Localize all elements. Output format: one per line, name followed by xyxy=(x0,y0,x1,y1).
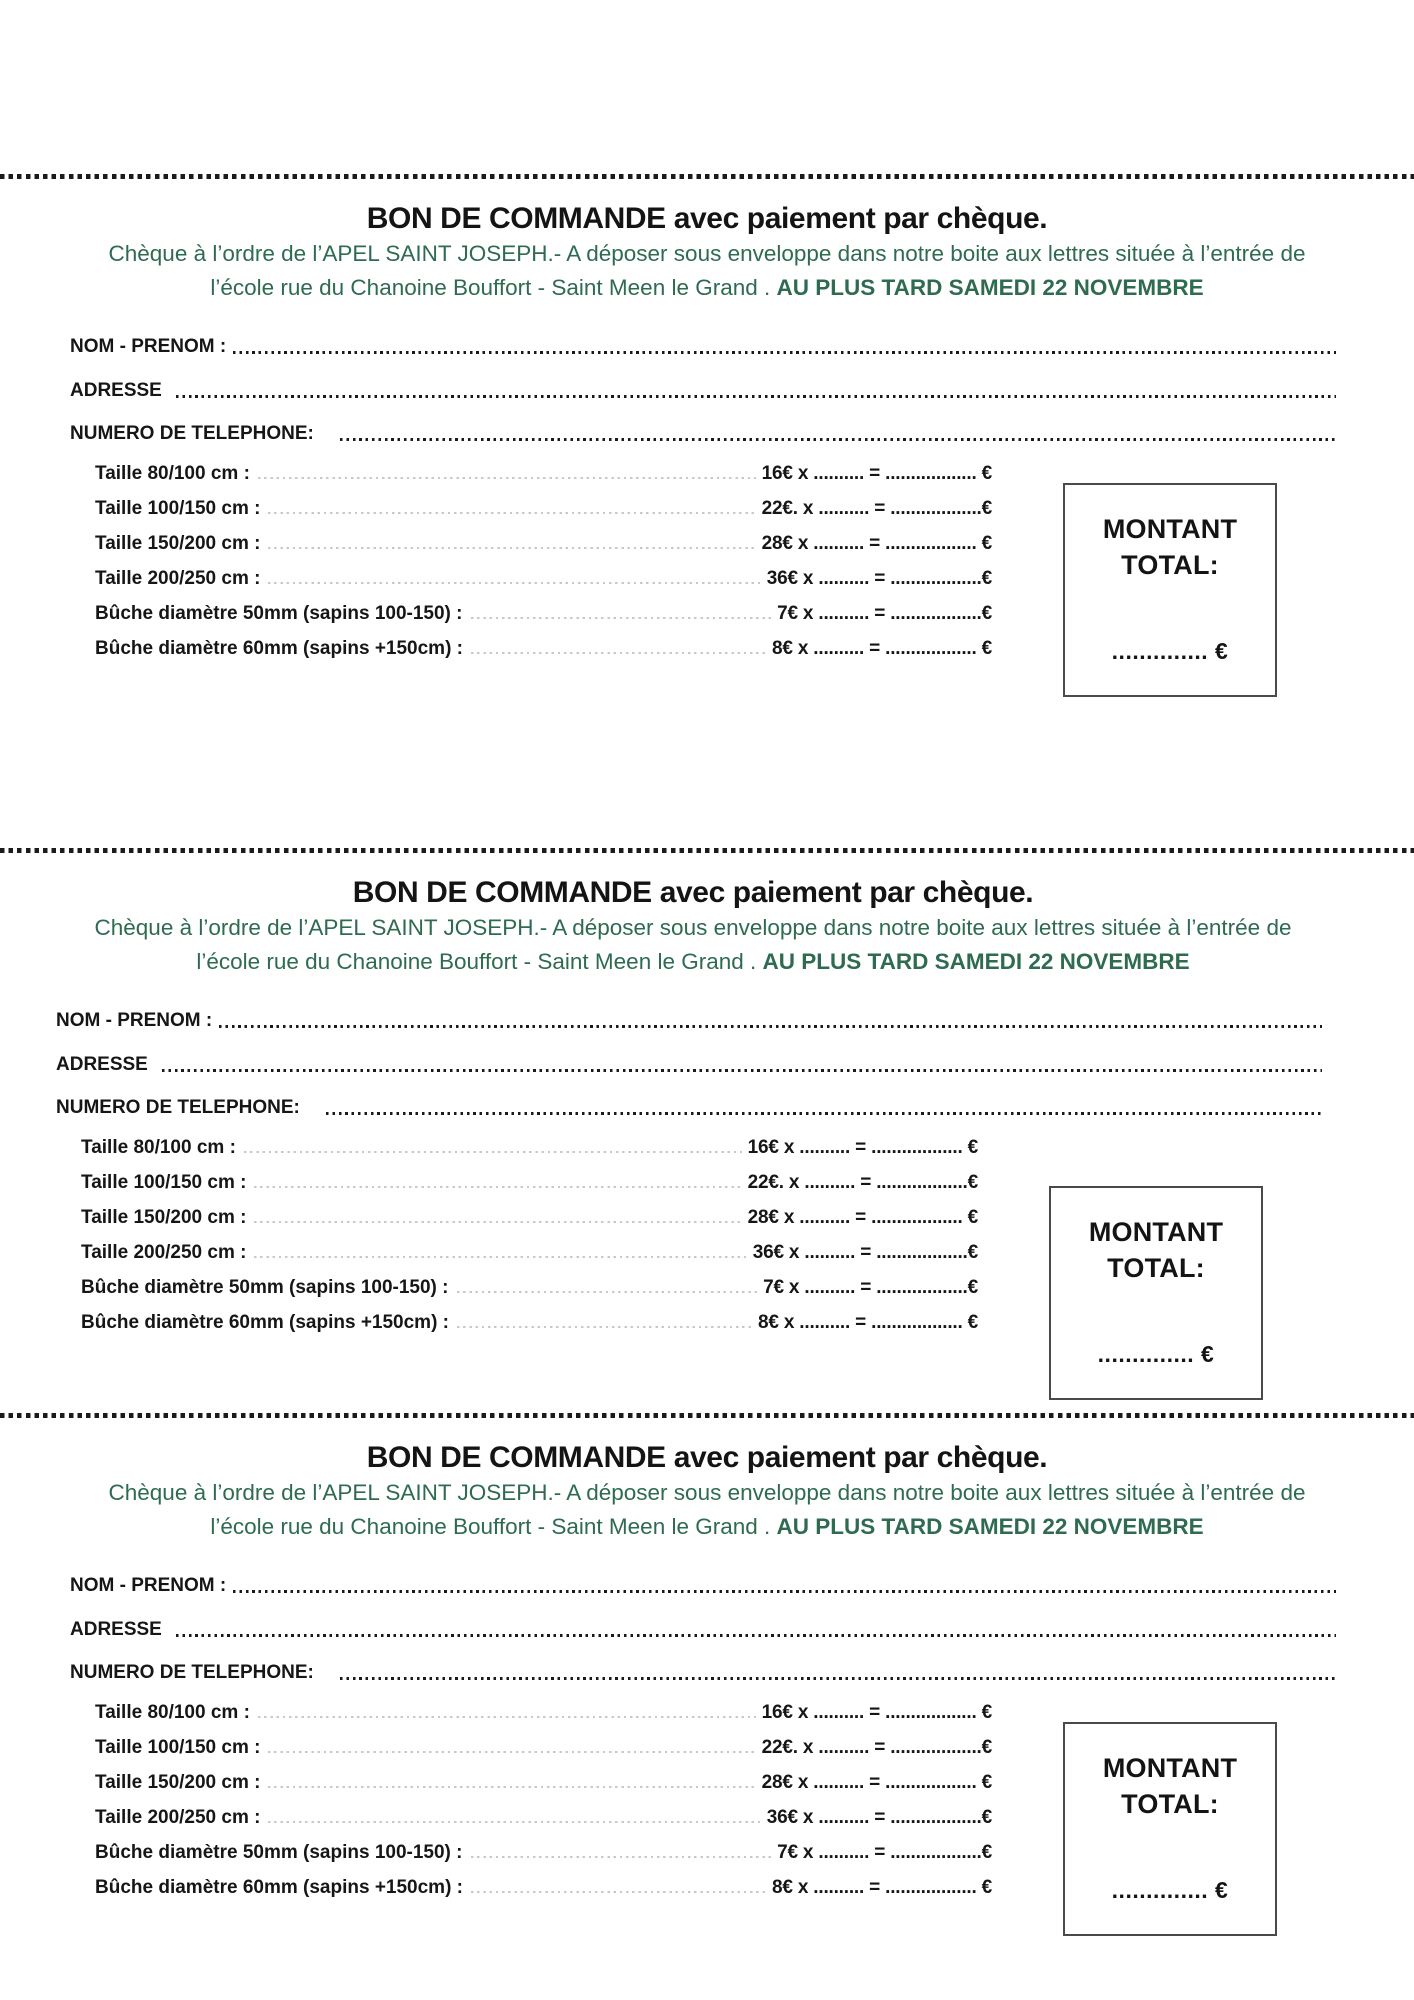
nom-prenom-write-line xyxy=(219,1025,1322,1028)
field-label-adresse: ADRESSE xyxy=(56,1053,148,1075)
telephone-write-line xyxy=(326,1112,1322,1115)
order-item-row xyxy=(81,1171,978,1196)
slip-subtitle xyxy=(33,911,1353,979)
order-item-row xyxy=(95,637,992,662)
item-label: Taille 150/200 cm : xyxy=(95,1772,261,1793)
dotted-leader xyxy=(254,1256,746,1259)
total-box-label: MONTANT TOTAL: xyxy=(1102,514,1238,580)
dotted-leader xyxy=(268,582,760,585)
order-item-row xyxy=(95,462,992,487)
nom-prenom-write-line xyxy=(233,1590,1336,1593)
slip-title: BON DE COMMANDE avec paiement par chèque. xyxy=(366,1441,1048,1474)
item-price-line: 28€ x .......... = .................. € xyxy=(761,1772,992,1793)
order-item-row xyxy=(95,1701,992,1726)
dotted-leader xyxy=(471,1891,766,1894)
field-nom-prenom xyxy=(70,331,1336,358)
order-item-row xyxy=(95,497,992,522)
items-list xyxy=(81,1136,978,1336)
field-label-nom-prenom: NOM - PRENOM : xyxy=(70,1575,227,1596)
item-label: Taille 200/250 cm : xyxy=(95,1807,261,1828)
item-label: Taille 200/250 cm : xyxy=(95,568,261,589)
order-item-row xyxy=(81,1276,978,1301)
item-price-line: 7€ x .......... = ..................€ xyxy=(777,1842,992,1863)
item-price-line: 16€ x .......... = .................. € xyxy=(761,1702,992,1723)
item-price-line: 7€ x .......... = ..................€ xyxy=(777,603,992,624)
dotted-leader xyxy=(268,1821,760,1824)
subtitle-line1: Chèque à l’ordre de l’APEL SAINT JOSEPH.- A déposer sous enveloppe dans notre boite aux lettres située à l’entrée de xyxy=(108,1480,1306,1505)
item-price-line: 28€ x .......... = .................. € xyxy=(747,1207,978,1228)
field-label-nom-prenom: NOM - PRENOM : xyxy=(70,336,227,357)
order-item-row xyxy=(81,1311,978,1336)
item-label: Bûche diamètre 60mm (sapins +150cm) : xyxy=(95,638,464,659)
slip-title: BON DE COMMANDE avec paiement par chèque. xyxy=(352,876,1034,909)
dotted-leader xyxy=(471,617,772,620)
dotted-leader xyxy=(268,547,755,550)
order-item-row xyxy=(95,567,992,592)
dotted-leader xyxy=(268,1786,755,1789)
dotted-cut-line xyxy=(0,174,1414,179)
item-label: Taille 80/100 cm : xyxy=(81,1137,236,1158)
field-label-telephone: NUMERO DE TELEPHONE: xyxy=(56,1097,300,1118)
items-list xyxy=(95,462,992,662)
field-telephone xyxy=(70,418,1336,445)
item-price-line: 8€ x .......... = .................. € xyxy=(772,1877,992,1898)
nom-prenom-write-line xyxy=(233,351,1336,354)
order-item-row xyxy=(95,602,992,627)
total-box-label: MONTANT TOTAL: xyxy=(1088,1217,1224,1283)
dotted-cut-line xyxy=(0,848,1414,853)
item-label: Taille 150/200 cm : xyxy=(95,533,261,554)
dotted-leader xyxy=(254,1186,741,1189)
total-box xyxy=(1049,1186,1263,1400)
order-slip xyxy=(0,848,1414,1367)
field-adresse xyxy=(70,375,1336,402)
field-telephone xyxy=(56,1092,1322,1119)
dotted-leader xyxy=(258,1716,756,1719)
total-amount-write-line: .............. € xyxy=(1097,1341,1215,1367)
field-label-telephone: NUMERO DE TELEPHONE: xyxy=(70,423,314,444)
contact-fields xyxy=(70,331,1336,445)
item-price-line: 8€ x .......... = .................. € xyxy=(772,638,992,659)
item-label: Taille 150/200 cm : xyxy=(81,1207,247,1228)
order-slip xyxy=(0,1413,1414,1911)
dotted-leader xyxy=(457,1291,758,1294)
dotted-leader xyxy=(254,1221,741,1224)
total-amount-write-line: .............. € xyxy=(1111,1877,1229,1903)
items-list xyxy=(95,1701,992,1901)
field-adresse xyxy=(56,1049,1322,1076)
subtitle-line1: Chèque à l’ordre de l’APEL SAINT JOSEPH.- A déposer sous enveloppe dans notre boite aux lettres située à l’entrée de xyxy=(108,241,1306,266)
adresse-write-line xyxy=(176,395,1336,398)
slip-content xyxy=(0,876,1400,1367)
order-slip xyxy=(0,174,1414,672)
dotted-leader xyxy=(268,1751,755,1754)
order-item-row xyxy=(81,1136,978,1161)
slip-title: BON DE COMMANDE avec paiement par chèque. xyxy=(366,202,1048,235)
item-label: Bûche diamètre 50mm (sapins 100-150) : xyxy=(81,1277,449,1298)
field-telephone xyxy=(70,1657,1336,1684)
dotted-leader xyxy=(268,512,755,515)
order-item-row xyxy=(95,1876,992,1901)
item-label: Taille 80/100 cm : xyxy=(95,463,250,484)
item-price-line: 36€ x .......... = ..................€ xyxy=(752,1242,978,1263)
field-label-telephone: NUMERO DE TELEPHONE: xyxy=(70,1662,314,1683)
item-price-line: 36€ x .......... = ..................€ xyxy=(766,568,992,589)
total-box-label: MONTANT TOTAL: xyxy=(1102,1753,1238,1819)
item-label: Taille 200/250 cm : xyxy=(81,1242,247,1263)
item-price-line: 22€. x .......... = ..................€ xyxy=(761,498,992,519)
field-label-nom-prenom: NOM - PRENOM : xyxy=(56,1010,213,1031)
dotted-leader xyxy=(457,1326,752,1329)
adresse-write-line xyxy=(176,1634,1336,1637)
telephone-write-line xyxy=(340,438,1336,441)
dotted-leader xyxy=(471,1856,772,1859)
field-nom-prenom xyxy=(70,1570,1336,1597)
field-adresse xyxy=(70,1614,1336,1641)
item-price-line: 22€. x .......... = ..................€ xyxy=(747,1172,978,1193)
subtitle-deadline: AU PLUS TARD SAMEDI 22 NOVEMBRE xyxy=(762,949,1190,974)
item-label: Taille 100/150 cm : xyxy=(95,1737,261,1758)
subtitle-deadline: AU PLUS TARD SAMEDI 22 NOVEMBRE xyxy=(776,1514,1204,1539)
subtitle-deadline: AU PLUS TARD SAMEDI 22 NOVEMBRE xyxy=(776,275,1204,300)
contact-fields xyxy=(56,1005,1322,1119)
slip-subtitle xyxy=(47,237,1367,305)
dotted-leader xyxy=(471,652,766,655)
order-item-row xyxy=(81,1241,978,1266)
item-label: Bûche diamètre 60mm (sapins +150cm) : xyxy=(95,1877,464,1898)
item-label: Bûche diamètre 60mm (sapins +150cm) : xyxy=(81,1312,450,1333)
item-label: Taille 100/150 cm : xyxy=(81,1172,247,1193)
item-price-line: 8€ x .......... = .................. € xyxy=(758,1312,978,1333)
field-label-adresse: ADRESSE xyxy=(70,1618,162,1640)
subtitle-line2: l’école rue du Chanoine Bouffort - Saint Meen le Grand . xyxy=(210,1514,777,1539)
item-label: Bûche diamètre 50mm (sapins 100-150) : xyxy=(95,603,463,624)
field-nom-prenom xyxy=(56,1005,1322,1032)
dotted-leader xyxy=(244,1151,742,1154)
item-label: Taille 80/100 cm : xyxy=(95,1702,250,1723)
order-item-row xyxy=(81,1206,978,1231)
item-label: Taille 100/150 cm : xyxy=(95,498,261,519)
order-item-row xyxy=(95,532,992,557)
dotted-cut-line xyxy=(0,1413,1414,1418)
item-price-line: 7€ x .......... = ..................€ xyxy=(763,1277,978,1298)
total-box xyxy=(1063,1722,1277,1936)
item-price-line: 22€. x .......... = ..................€ xyxy=(761,1737,992,1758)
slip-content xyxy=(0,1442,1414,1901)
order-item-row xyxy=(95,1771,992,1796)
item-price-line: 16€ x .......... = .................. € xyxy=(747,1137,978,1158)
item-price-line: 28€ x .......... = .................. € xyxy=(761,533,992,554)
total-amount-write-line: .............. € xyxy=(1111,638,1229,664)
item-price-line: 36€ x .......... = ..................€ xyxy=(766,1807,992,1828)
contact-fields xyxy=(70,1570,1336,1684)
order-item-row xyxy=(95,1736,992,1761)
adresse-write-line xyxy=(162,1069,1322,1072)
dotted-leader xyxy=(258,477,756,480)
slip-content xyxy=(0,203,1414,662)
item-label: Bûche diamètre 50mm (sapins 100-150) : xyxy=(95,1842,463,1863)
field-label-adresse: ADRESSE xyxy=(70,379,162,401)
order-item-row xyxy=(95,1806,992,1831)
subtitle-line2: l’école rue du Chanoine Bouffort - Saint Meen le Grand . xyxy=(196,949,763,974)
subtitle-line2: l’école rue du Chanoine Bouffort - Saint Meen le Grand . xyxy=(210,275,777,300)
total-box xyxy=(1063,483,1277,697)
subtitle-line1: Chèque à l’ordre de l’APEL SAINT JOSEPH.- A déposer sous enveloppe dans notre boite aux lettres située à l’entrée de xyxy=(94,915,1292,940)
slip-subtitle xyxy=(47,1476,1367,1544)
item-price-line: 16€ x .......... = .................. € xyxy=(761,463,992,484)
telephone-write-line xyxy=(340,1677,1336,1680)
order-item-row xyxy=(95,1841,992,1866)
